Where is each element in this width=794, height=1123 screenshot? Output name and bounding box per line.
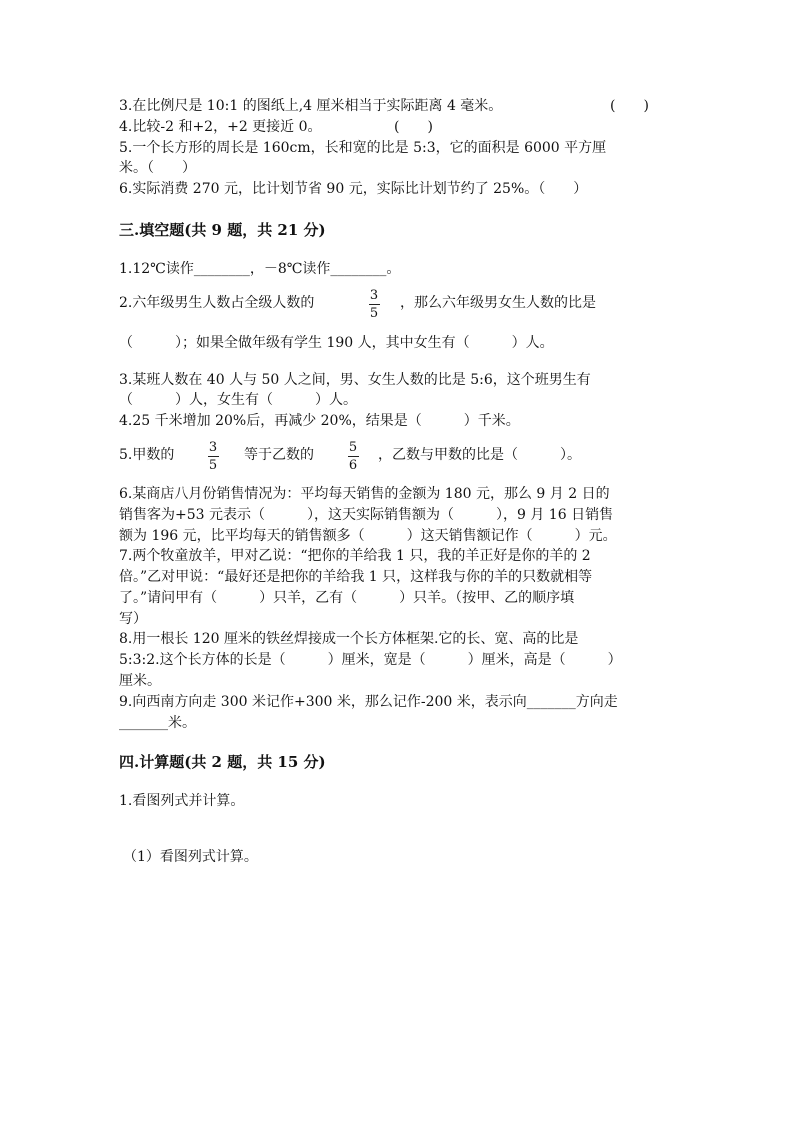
fill-q6-line1: 6.某商店八月份销售情况为：平均每天销售的金额为 180 元，那么 9 月 2 日的: [119, 486, 610, 502]
fill-q5-fraction1: [205, 440, 221, 473]
fill-q7-line4: 写）: [119, 611, 147, 627]
calc-q1: 1.看图列式并计算。: [119, 793, 245, 809]
fraction-numerator: 5: [348, 440, 358, 455]
fraction-bar: [208, 456, 219, 457]
judgement-q6: 6.实际消费 270 元，比计划节省 90 元，实际比计划节约了 25%。（ ）: [119, 181, 588, 197]
fill-q5-fraction2: [345, 440, 361, 473]
fill-q3-line1: 3.某班人数在 40 人与 50 人之间，男、女生人数的比是 5:6，这个班男生有: [119, 372, 591, 388]
fill-q6-line3: 额为 196 元，比平均每天的销售额多（ ）这天销售额记作（ ）元。: [119, 528, 617, 544]
judgement-q3: [119, 96, 502, 116]
judgement-q5-line2: 米。（ ）: [119, 160, 196, 176]
section4-title: 四.计算题(共 2 题，共 15 分): [119, 753, 326, 771]
fill-q7-line1: 7.两个牧童放羊，甲对乙说：“把你的羊给我 1 只，我的羊正好是你的羊的 2: [119, 548, 591, 564]
fill-q8-line1: 8.用一根长 120 厘米的铁丝焊接成一个长方体框架.它的长、宽、高的比是: [119, 631, 579, 647]
fill-q2-line2: （ ）；如果全做年级有学生 190 人，其中女生有（ ）人。: [119, 335, 554, 351]
fill-q1: 1.12℃读作________，－8℃读作________。: [119, 261, 401, 277]
judgement-q3-paren: ( ): [610, 98, 649, 114]
calc-q1-sub: （1）看图列式计算。: [123, 849, 258, 865]
fill-q8-line3: 厘米。: [119, 673, 161, 689]
fill-q5-b: 等于乙数的: [244, 447, 314, 463]
fill-q7-line3: 了。”请问甲有（ ）只羊，乙有（ ）只羊。（按甲、乙的顺序填: [119, 590, 575, 606]
fill-q7-line2: 倍。”乙对甲说：“最好还是把你的羊给我 1 只，这样我与你的羊的只数就相等: [119, 569, 593, 585]
judgement-q4-text: 4.比较-2 和+2，+2 更接近 0。: [119, 119, 322, 135]
fill-q2-after: ，那么六年级男女生人数的比是: [400, 295, 596, 311]
judgement-q4: [119, 117, 322, 137]
judgement-q3-text: 3.在比例尺是 10:1 的图纸上,4 厘米相当于实际距离 4 毫米。: [119, 98, 503, 114]
section3-title: 三.填空题(共 9 题，共 21 分): [119, 221, 326, 239]
fill-q6-line2: 销售客为+53 元表示（ ），这天实际销售额为（ ），9 月 16 日销售: [119, 507, 614, 523]
fraction-denominator: 5: [208, 458, 218, 473]
fill-q4: 4.25 千米增加 20%后，再减少 20%，结果是（ ）千米。: [119, 413, 520, 429]
fraction-denominator: 5: [369, 306, 379, 321]
fill-q2-before: 2.六年级男生人数占全级人数的: [119, 295, 315, 311]
fill-q3-line2: （ ）人，女生有（ ）人。: [119, 392, 357, 408]
fill-q9-line1: 9.向西南方向走 300 米记作+300 米，那么记作-200 米，表示向_______方向走: [119, 694, 618, 710]
fraction-bar: [369, 304, 380, 305]
fill-q5-c: ，乙数与甲数的比是（ ）。: [378, 447, 581, 463]
fraction-numerator: 3: [369, 288, 379, 303]
judgement-q5-line1: 5.一个长方形的周长是 160cm，长和宽的比是 5:3，它的面积是 6000 平方厘: [119, 140, 607, 156]
fraction-denominator: 6: [348, 458, 358, 473]
fraction-numerator: 3: [208, 440, 218, 455]
fraction-bar: [348, 456, 359, 457]
fill-q9-line2: _______米。: [119, 715, 196, 731]
judgement-q4-paren: ( ): [394, 119, 433, 135]
fill-q5-a: 5.甲数的: [119, 447, 175, 463]
fill-q2-fraction: [366, 288, 382, 321]
fill-q8-line2: 5:3:2.这个长方体的长是（ ）厘米，宽是（ ）厘米，高是（ ）: [119, 652, 622, 668]
